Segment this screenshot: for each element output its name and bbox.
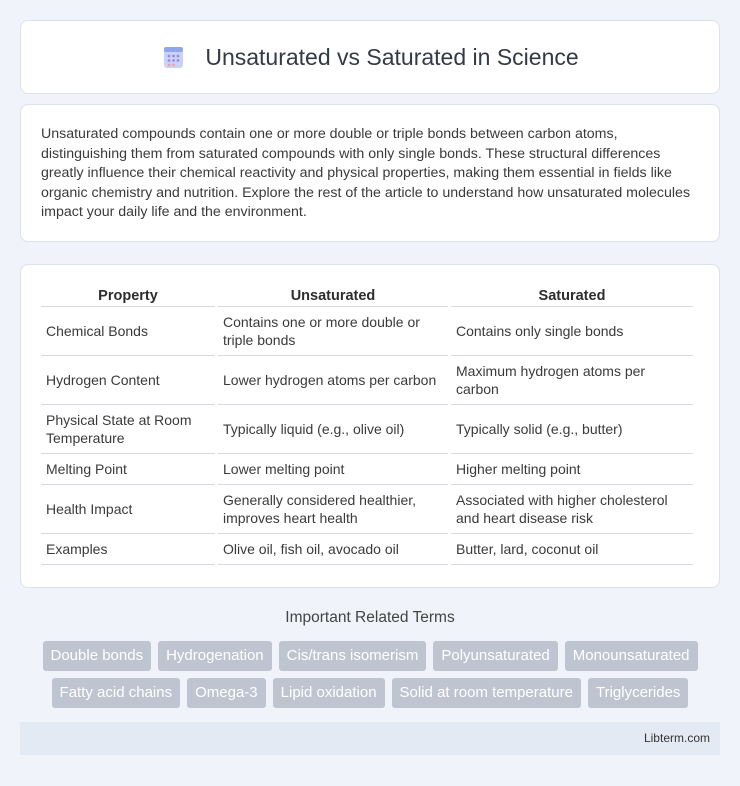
header-saturated: Saturated [451, 285, 693, 307]
cell-property: Physical State at Room Temperature [41, 405, 215, 454]
tag-polyunsaturated[interactable]: Polyunsaturated [433, 641, 557, 671]
tag-double-bonds[interactable]: Double bonds [43, 641, 152, 671]
cell-unsaturated: Lower hydrogen atoms per carbon [218, 356, 448, 405]
cell-saturated: Associated with higher cholesterol and heart disease risk [451, 485, 693, 534]
tag-cis-trans-isomerism[interactable]: Cis/trans isomerism [279, 641, 427, 671]
cell-property: Health Impact [41, 485, 215, 534]
tag-fatty-acid-chains[interactable]: Fatty acid chains [52, 678, 181, 708]
cell-saturated: Butter, lard, coconut oil [451, 534, 693, 565]
tag-monounsaturated[interactable]: Monounsaturated [565, 641, 698, 671]
header-property: Property [41, 285, 215, 307]
related-terms-title: Important Related Terms [285, 609, 455, 626]
cell-unsaturated: Contains one or more double or triple bonds [218, 307, 448, 356]
related-terms-tags [20, 641, 720, 708]
cell-saturated: Higher melting point [451, 454, 693, 485]
cell-unsaturated: Olive oil, fish oil, avocado oil [218, 534, 448, 565]
cell-property: Examples [41, 534, 215, 565]
document-icon [161, 44, 187, 70]
tag-hydrogenation[interactable]: Hydrogenation [158, 641, 272, 671]
footer-brand[interactable]: Libterm.com [643, 731, 710, 745]
table-row [41, 534, 693, 565]
header-unsaturated: Unsaturated [218, 285, 448, 307]
header-card [20, 20, 720, 94]
cell-property: Hydrogen Content [41, 356, 215, 405]
tag-lipid-oxidation[interactable]: Lipid oxidation [273, 678, 385, 708]
cell-saturated: Typically solid (e.g., butter) [451, 405, 693, 454]
footer [20, 722, 720, 755]
table-header-row [41, 285, 693, 307]
table-row [41, 405, 693, 454]
tag-triglycerides[interactable]: Triglycerides [588, 678, 688, 708]
cell-saturated: Contains only single bonds [451, 307, 693, 356]
table-row [41, 454, 693, 485]
table-row [41, 356, 693, 405]
cell-saturated: Maximum hydrogen atoms per carbon [451, 356, 693, 405]
cell-unsaturated: Generally considered healthier, improves heart health [218, 485, 448, 534]
cell-unsaturated: Typically liquid (e.g., olive oil) [218, 405, 448, 454]
comparison-table-card [20, 264, 720, 588]
intro-card [20, 104, 720, 242]
comparison-table [38, 285, 696, 565]
cell-property: Chemical Bonds [41, 307, 215, 356]
intro-text: Unsaturated compounds contain one or more double or triple bonds between carbon atoms, distinguishing them from saturated compounds with only single bonds. These structural differences greatly influence their chemical reactivity and physical properties, making them essential in fields like organic chemistry and nutrition. Explore the rest of the article to understand how unsaturated molecules impact your daily life and the environment. [41, 126, 691, 221]
cell-property: Melting Point [41, 454, 215, 485]
table-row [41, 485, 693, 534]
cell-unsaturated: Lower melting point [218, 454, 448, 485]
tag-omega-3[interactable]: Omega-3 [187, 678, 266, 708]
tag-solid-at-room-temperature[interactable]: Solid at room temperature [392, 678, 581, 708]
page-title: Unsaturated vs Saturated in Science [205, 43, 579, 70]
table-row [41, 307, 693, 356]
